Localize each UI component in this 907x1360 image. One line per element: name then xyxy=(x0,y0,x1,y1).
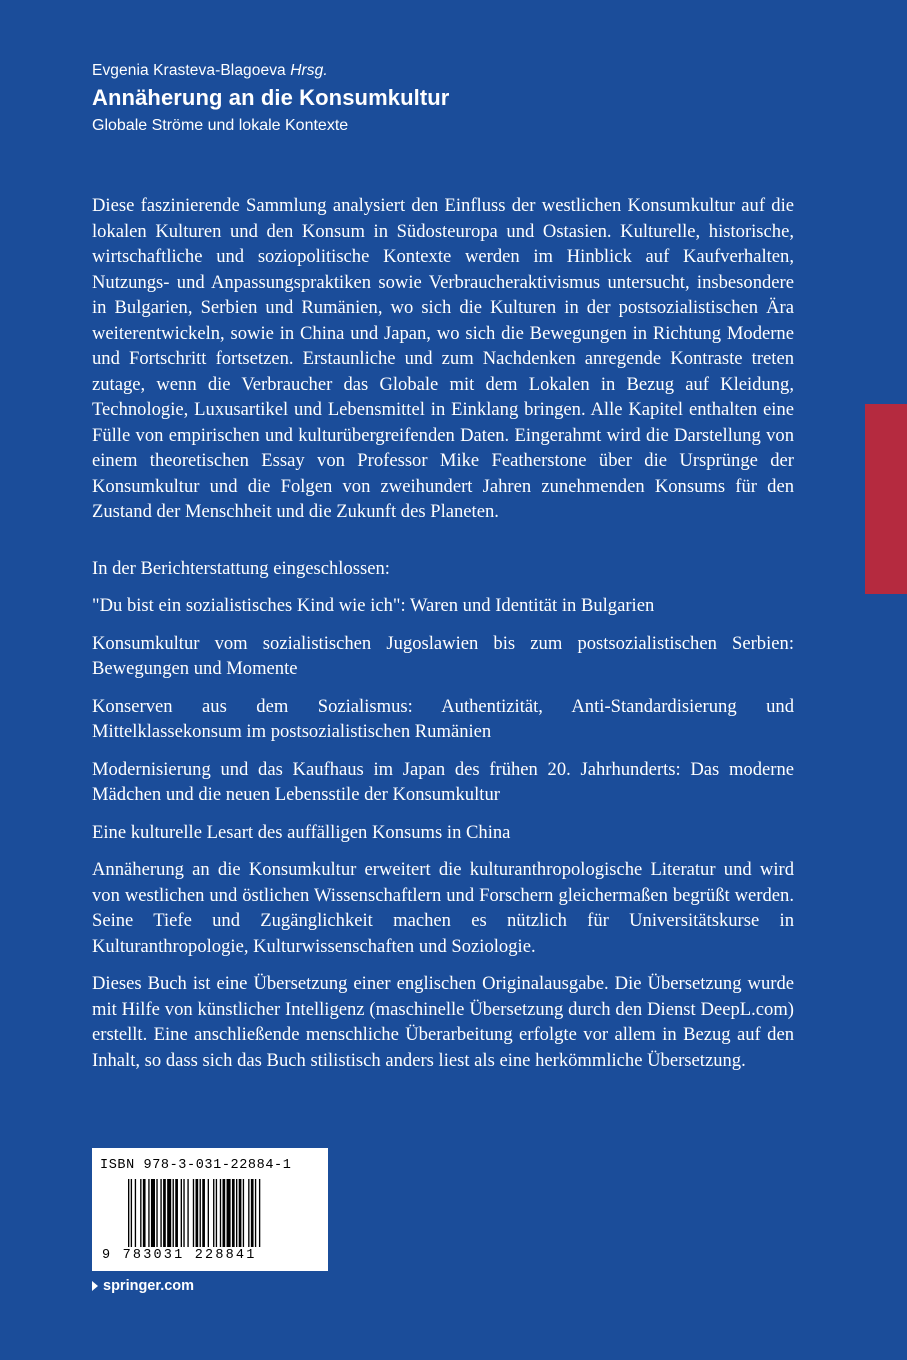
barcode-bar xyxy=(202,1179,205,1247)
barcode-bar xyxy=(131,1179,132,1247)
barcode-bar xyxy=(156,1179,157,1247)
barcode-bar xyxy=(173,1179,174,1247)
barcode-bar xyxy=(167,1179,171,1247)
audience-paragraph: Annäherung an die Konsumkultur erweitert die kulturanthropologische Literatur und wird von westlichen und östlichen Wissenschaftlern und Forschern gleichermaßen begrüßt werden. Seine Tiefe und Zugänglichkeit machen es nützlich für Universitätskurse in Kulturanthropologie, Kulturwissenschaften und Soziologie. xyxy=(92,859,794,957)
isbn-barcode-box xyxy=(92,1148,328,1271)
book-title: Annäherung an die Konsumkultur xyxy=(92,85,450,110)
barcode-bar xyxy=(175,1179,178,1247)
barcode-bar xyxy=(239,1179,242,1247)
barcode-bar xyxy=(259,1179,260,1247)
blurb xyxy=(92,193,794,1073)
barcode-bar xyxy=(163,1179,166,1247)
barcode-bar xyxy=(140,1179,141,1247)
barcode-bar xyxy=(183,1179,184,1247)
barcode-bar xyxy=(243,1179,244,1247)
barcode-bar xyxy=(187,1179,188,1247)
barcode-bar xyxy=(200,1179,201,1247)
translation-note: Dieses Buch ist eine Übersetzung einer englischen Originalausgabe. Die Übersetzung wurde mit Hilfe von künstlicher Intelligenz (maschinelle Übersetzung durch den Dienst DeepL.com) erstellt. Eine anschließende menschliche Überarbeitung erfolgte vor allem in Bezug auf den Inhalt, so dass sich das Buch stilistisch anders liest als eine herkömmliche Übersetzung. xyxy=(92,973,794,1071)
book-subtitle: Globale Ströme und lokale Kontexte xyxy=(92,117,349,134)
author-line xyxy=(92,61,449,81)
included-item: Konsumkultur vom sozialistischen Jugoslawien bis zum postsozialistischen Serbien: Bewegungen und Momente xyxy=(92,632,794,679)
included-intro: In der Berichterstattung eingeschlossen: xyxy=(92,557,390,579)
included-item: "Du bist ein sozialistisches Kind wie ich": Waren und Identität in Bulgarien xyxy=(92,595,655,616)
accent-tab xyxy=(865,404,907,594)
barcode-bar xyxy=(128,1179,129,1247)
main-paragraph: Diese faszinierende Sammlung analysiert den Einfluss der westlichen Konsumkultur auf die lokalen Kulturen und den Konsum in Südosteuropa und Ostasien. Kulturelle, historische, wirtschaftliche und soziopolitische Kontexte werden im Hinblick auf Kaufverhalten, Nutzungs- und Anpassungspraktiken sowie Verbraucheraktivismus untersucht, insbesondere in Bulgarien, Serbien und Rumänien, wo sich die Kulturen in der postsozialistischen Ära weiterentwickeln, sowie in China und Japan, wo sich die Bewegungen in Richtung Moderne und Fortschritt fortsetzen. Erstaunliche und zum Nachdenken anregende Kontraste treten zutage, wenn die Verbraucher das Globale mit dem Lokalen in Bezug auf Kleidung, Technologie, Luxusartikel und Lebensmittel in Einklang bringen. Alle Kapitel enthalten eine Fülle von empirischen und kulturübergreifenden Daten. Eingerahmt wird die Darstellung von einem theoretischen Essay von Professor Mike Featherstone über die Ursprünge der Konsumkultur und die Folgen von zweihundert Jahren zunehmenden Konsums für den Zustand der Menschheit und die Zukunft des Planeten. xyxy=(92,195,794,522)
author-name: Evgenia Krasteva-Blagoeva xyxy=(92,62,286,79)
barcode-bar xyxy=(196,1179,199,1247)
publisher-footer xyxy=(92,1278,194,1294)
barcode-bar xyxy=(251,1179,254,1247)
barcode-bar xyxy=(148,1179,149,1247)
barcode-bar xyxy=(181,1179,182,1247)
barcode-bar xyxy=(236,1179,237,1247)
editor-role: Hrsg. xyxy=(290,62,328,79)
barcode xyxy=(128,1179,316,1247)
barcode-bar xyxy=(143,1179,146,1247)
barcode-bar xyxy=(216,1179,217,1247)
barcode-bar xyxy=(135,1179,136,1247)
barcode-bar xyxy=(255,1179,256,1247)
barcode-digits: 9 783031 228841 xyxy=(102,1248,257,1263)
barcode-bar xyxy=(220,1179,221,1247)
barcode-bar xyxy=(160,1179,161,1247)
barcode-bar xyxy=(193,1179,194,1247)
barcode-bar xyxy=(248,1179,249,1247)
barcode-bar xyxy=(208,1179,209,1247)
included-item: Konserven aus dem Sozialismus: Authentizität, Anti-Standardisierung und Mittelklassekonsum im postsozialistischen Rumänien xyxy=(92,695,794,742)
included-item: Modernisierung und das Kaufhaus im Japan des frühen 20. Jahrhunderts: Das moderne Mädchen und die neuen Lebensstile der Konsumkultur xyxy=(92,758,794,805)
barcode-bar xyxy=(223,1179,226,1247)
cover-header xyxy=(92,61,449,137)
barcode-bar xyxy=(227,1179,231,1247)
barcode-bar xyxy=(232,1179,235,1247)
isbn-label: ISBN 978-3-031-22884-1 xyxy=(100,1158,292,1173)
publisher-url[interactable]: springer.com xyxy=(103,1278,195,1294)
barcode-bar xyxy=(213,1179,214,1247)
arrow-right-icon xyxy=(92,1281,98,1291)
included-item: Eine kulturelle Lesart des auffälligen Konsums in China xyxy=(92,821,511,843)
barcode-bar xyxy=(151,1179,155,1247)
